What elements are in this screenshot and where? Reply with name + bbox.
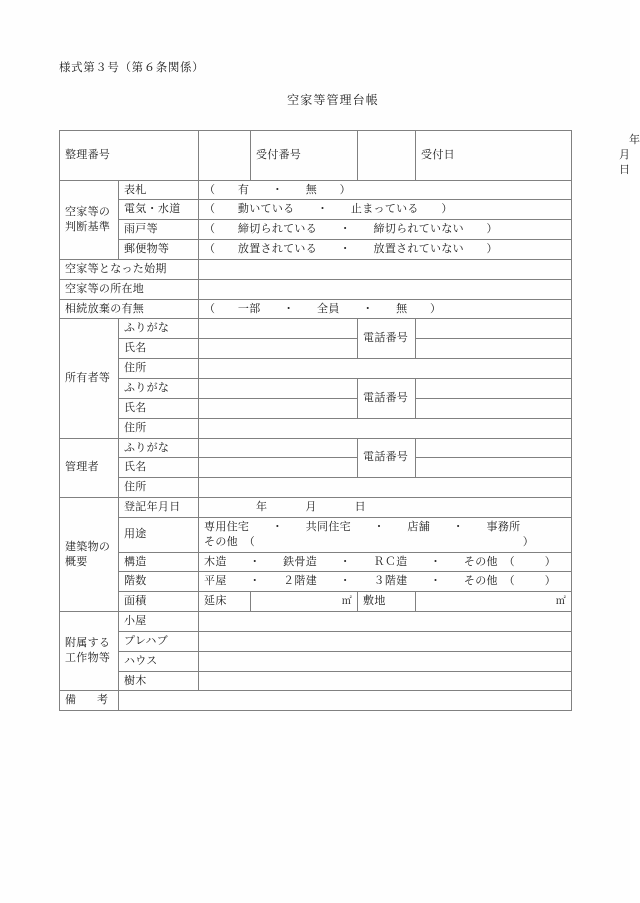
table-row-inheritance-waiver	[60, 299, 572, 319]
manager-address-label: 住所	[119, 478, 199, 498]
receipt-number-value[interactable]	[358, 131, 416, 181]
table-row-control-number	[60, 131, 572, 181]
table-row-start-period	[60, 259, 572, 279]
manager-furigana-value[interactable]	[199, 438, 358, 458]
registration-date-value[interactable]	[199, 498, 572, 518]
attachment-value-house[interactable]	[199, 651, 572, 671]
table-row-criteria-mail	[60, 240, 572, 260]
table-row-criteria-utilities	[60, 200, 572, 220]
structure-options-text: 木造 ・ 鉄骨造 ・ ＲＣ造 ・ その他 （	[204, 554, 515, 568]
owner-address-label-1: 住所	[119, 359, 199, 379]
table-row-manager-address	[60, 478, 572, 498]
owner-phone-value-1-top[interactable]	[416, 319, 572, 339]
owner-furigana-value-1[interactable]	[199, 319, 358, 339]
receipt-date-day: 日	[619, 162, 631, 176]
criteria-section-label: 空家等の判断基準	[60, 180, 119, 259]
table-row-owner-name-2	[60, 398, 572, 418]
owner-address-value-1[interactable]	[199, 359, 572, 379]
location-value[interactable]	[199, 279, 572, 299]
criteria-options-mail[interactable]: （ 放置されている ・ 放置されていない ）	[199, 240, 572, 260]
table-row-owner-furigana-2	[60, 378, 572, 398]
structure-options-suffix: ）	[544, 554, 557, 568]
remarks-label: 備 考	[60, 691, 119, 711]
owner-name-value-1[interactable]	[199, 339, 358, 359]
attachment-label-trees: 樹木	[119, 671, 199, 691]
table-row-owner-address-1	[60, 359, 572, 379]
start-period-label: 空家等となった始期	[60, 259, 199, 279]
manager-phone-label: 電話番号	[358, 438, 416, 478]
manager-phone-value-bottom[interactable]	[416, 458, 572, 478]
table-row-criteria-shutters	[60, 220, 572, 240]
registration-date-year: 年	[256, 500, 268, 514]
owner-phone-value-2-top[interactable]	[416, 378, 572, 398]
floors-options-text: 平屋 ・ ２階建 ・ ３階建 ・ その他 （	[204, 574, 515, 588]
table-row-registration-date	[60, 498, 572, 518]
registration-date-month: 月	[305, 500, 317, 514]
manager-section-label: 管理者	[60, 438, 119, 498]
criteria-options-utilities[interactable]: （ 動いている ・ 止まっている ）	[199, 200, 572, 220]
table-row-criteria-nameplate	[60, 180, 572, 200]
owner-phone-value-1-bottom[interactable]	[416, 339, 572, 359]
control-number-label: 整理番号	[60, 131, 199, 181]
site-label: 敷地	[358, 592, 416, 612]
owner-furigana-label-2: ふりがな	[119, 378, 199, 398]
table-row-remarks	[60, 691, 572, 711]
inheritance-waiver-label: 相続放棄の有無	[60, 299, 199, 319]
owner-furigana-label-1: ふりがな	[119, 319, 199, 339]
attachment-value-trees[interactable]	[199, 671, 572, 691]
table-row-structure	[60, 552, 572, 572]
attachments-section-label: 附属する工作物等	[60, 612, 119, 691]
owner-phone-value-2-bottom[interactable]	[416, 398, 572, 418]
attachment-value-prefab[interactable]	[199, 631, 572, 651]
area-label: 面積	[119, 592, 199, 612]
manager-name-value[interactable]	[199, 458, 358, 478]
manager-address-value[interactable]	[199, 478, 572, 498]
use-label: 用途	[119, 517, 199, 552]
registration-date-day: 日	[354, 500, 366, 514]
receipt-number-label: 受付番号	[251, 131, 358, 181]
use-options[interactable]	[199, 517, 572, 552]
total-floor-unit: ㎡	[341, 595, 353, 607]
table-row-manager-name	[60, 458, 572, 478]
owner-name-label-2: 氏名	[119, 398, 199, 418]
owner-address-label-2: 住所	[119, 418, 199, 438]
receipt-date-label: 受付日	[416, 131, 572, 181]
criteria-options-shutters[interactable]: （ 締切られている ・ 締切られていない ）	[199, 220, 572, 240]
table-row-owner-name-1	[60, 339, 572, 359]
page-title: 空家等管理台帳	[287, 93, 379, 107]
total-floor-value[interactable]	[251, 592, 358, 612]
table-row-location	[60, 279, 572, 299]
start-period-value[interactable]	[199, 259, 572, 279]
owner-furigana-value-2[interactable]	[199, 378, 358, 398]
site-unit: ㎡	[555, 595, 567, 607]
table-row-manager-furigana	[60, 438, 572, 458]
manager-furigana-label: ふりがな	[119, 438, 199, 458]
attachment-label-prefab: プレハブ	[119, 631, 199, 651]
manager-name-label: 氏名	[119, 458, 199, 478]
owner-name-value-2[interactable]	[199, 398, 358, 418]
table-row-attachment-prefab	[60, 631, 572, 651]
use-options-line2	[204, 535, 566, 550]
form-number: 様式第３号（第６条関係）	[59, 60, 205, 74]
table-row-attachment-trees	[60, 671, 572, 691]
owner-name-label-1: 氏名	[119, 339, 199, 359]
building-section-label: 建築物の概要	[60, 498, 119, 612]
use-other-suffix: ）	[522, 534, 535, 548]
table-row-use	[60, 517, 572, 552]
table-row-area	[60, 592, 572, 612]
table-row-owner-furigana-1	[60, 319, 572, 339]
use-options-line1: 専用住宅 ・ 共同住宅 ・ 店舗 ・ 事務所	[204, 519, 521, 533]
criteria-label-nameplate: 表札	[119, 180, 199, 200]
owner-phone-label-2: 電話番号	[358, 378, 416, 418]
owner-phone-label-1: 電話番号	[358, 319, 416, 359]
inheritance-waiver-options[interactable]: （ 一部 ・ 全員 ・ 無 ）	[199, 299, 572, 319]
structure-options[interactable]	[199, 552, 572, 572]
criteria-label-mail: 郵便物等	[119, 240, 199, 260]
attachment-value-shed[interactable]	[199, 612, 572, 632]
remarks-value[interactable]	[119, 691, 572, 711]
receipt-date-month: 月	[619, 147, 631, 161]
floors-options[interactable]	[199, 572, 572, 592]
control-number-value[interactable]	[199, 131, 251, 181]
floors-options-suffix: ）	[544, 574, 557, 588]
owner-section-label: 所有者等	[60, 319, 119, 438]
table-row-attachment-house	[60, 651, 572, 671]
owner-address-value-2[interactable]	[199, 418, 572, 438]
total-floor-label: 延床	[199, 592, 251, 612]
manager-phone-value-top[interactable]	[416, 438, 572, 458]
criteria-options-nameplate[interactable]: （ 有 ・ 無 ）	[199, 180, 572, 200]
table-row-attachment-shed	[60, 612, 572, 632]
criteria-label-utilities: 電気・水道	[119, 200, 199, 220]
structure-label: 構造	[119, 552, 199, 572]
table-row-floors	[60, 572, 572, 592]
criteria-label-shutters: 雨戸等	[119, 220, 199, 240]
floors-label: 階数	[119, 572, 199, 592]
attachment-label-house: ハウス	[119, 651, 199, 671]
use-other-prefix: その他 （	[204, 534, 256, 548]
vacant-house-ledger-table	[59, 130, 640, 711]
receipt-date-year: 年	[629, 133, 640, 146]
table-row-owner-address-2	[60, 418, 572, 438]
attachment-label-shed: 小屋	[119, 612, 199, 632]
registration-date-label: 登記年月日	[119, 498, 199, 518]
location-label: 空家等の所在地	[60, 279, 199, 299]
site-value[interactable]	[416, 592, 572, 612]
